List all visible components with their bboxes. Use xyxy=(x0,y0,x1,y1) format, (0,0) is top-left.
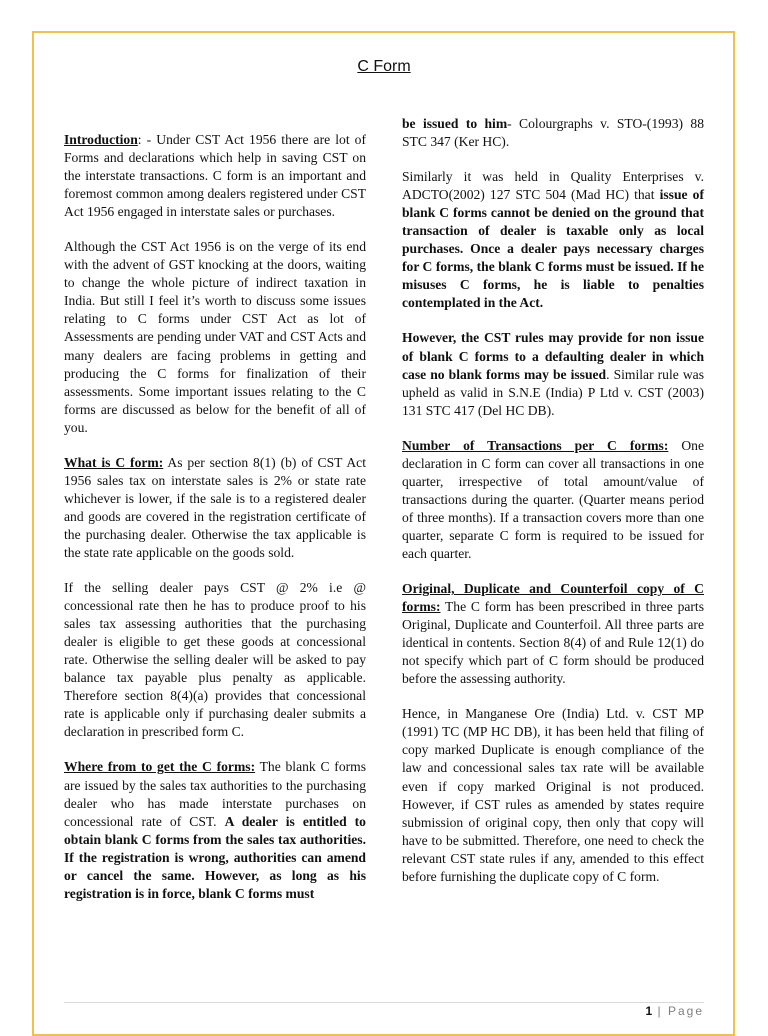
selling-dealer-paragraph: If the selling dealer pays CST @ 2% i.e @ concessional rate then he has to produce proof to his sales tax assessing authorities that the purchasing dealer is eligible to get these goods at concessional rate. Otherwise the selling dealer will be asked to pay balance tax payable plus penalty as applicable. Therefore section 8(4)(a) provides that concessional rate is applicable only if purchasing dealer submits a declaration in prescribed form C. xyxy=(64,580,366,740)
where-bold-text: A dealer is entitled to obtain blank C forms from the sales tax authorities. If the registration is wrong, authorities can amend or cancel the same. However, as long as his registration is in force, blank C forms must xyxy=(64,813,366,901)
where-heading: Where from to get the C forms: xyxy=(64,759,256,775)
however-paragraph xyxy=(402,329,704,419)
similarly-bold: issue of blank C forms cannot be denied on the ground that transaction of dealer is taxable only as local purchases. Once a dealer pays necessary charges for C forms, the blank C forms must be issued. If he misuses C forms, he is liable to penalties contemplated in the Act. xyxy=(402,187,704,311)
transactions-text: One declaration in C form can cover all transactions in one quarter, irrespective of total amount/value of transactions during the quarter. (Quarter means period of three months). If a transaction covers more than one quarter, separate C form is required to be issued for each quarter. xyxy=(402,437,705,561)
continuation-text: - Colourgraphs v. STO-(1993) 88 STC 347 (Ker HC). xyxy=(402,116,704,150)
footer-separator: | xyxy=(652,1004,668,1018)
page-label: Page xyxy=(667,1004,704,1018)
intro-paragraph xyxy=(64,131,366,221)
what-text: As per section 8(1) (b) of CST Act 1956 sales tax on interstate sales is 2% or state rate whichever is lower, if the sale is to a registered dealer and goods are covered in the registration certificate of the purchasing dealer. Otherwise the tax applicable is the state rate applicable on the goods sold. xyxy=(64,454,366,560)
copies-paragraph xyxy=(402,580,704,688)
where-paragraph xyxy=(64,758,366,902)
transactions-heading: Number of Transactions per C forms: xyxy=(402,437,669,453)
page-number: 1 xyxy=(645,1004,653,1018)
what-paragraph xyxy=(64,454,366,562)
right-column xyxy=(402,115,704,903)
page-footer xyxy=(645,1004,704,1018)
copies-text: The C form has been prescribed in three parts Original, Duplicate and Counterfoil. All three parts are identical in contents. Section 8(4) of and Rule 12(1) do not specify which part of C form should be produced before the assessing authority. xyxy=(402,599,704,687)
copies-heading: Original, Duplicate and Counterfoil copy of C forms: xyxy=(402,581,704,615)
however-bold: However, the CST rules may provide for non issue of blank C forms to a defaulting dealer in which case no blank forms may be issued xyxy=(402,330,704,382)
gst-paragraph: Although the CST Act 1956 is on the verge of its end with the advent of GST knocking at the doors, waiting to change the whole picture of indirect taxation in India. But still I feel it’s worth to discuss some issues relating to C forms under CST Act as lot of Assessments are pending under VAT and CST Acts and many dealers are facing problems in getting and producing the C forms for finalization of their assessments. Some important issues relating to the C forms are discussed as below for the benefit of all of you. xyxy=(64,239,366,435)
similarly-paragraph xyxy=(402,168,704,312)
intro-text: : - Under CST Act 1956 there are lot of Forms and declarations which help in saving CST on the interstate transactions. C form is an important and foremost common among dealers registered under CST Act 1956 engaged in interstate sales or purchases. xyxy=(64,132,366,220)
what-heading: What is C form: xyxy=(64,454,164,470)
footer-divider xyxy=(64,1002,704,1003)
page-title: C Form xyxy=(357,58,411,75)
intro-heading: Introduction xyxy=(64,132,138,147)
continuation-bold: be issued to him xyxy=(402,116,508,131)
however-text: . Similar rule was upheld as valid in S.N.E (India) P Ltd v. CST (2003) 131 STC 417 (Del HC DB). xyxy=(402,366,704,418)
similarly-text: Similarly it was held in Quality Enterprises v. ADCTO(2002) 127 STC 504 (Mad HC) that xyxy=(402,169,704,203)
transactions-paragraph xyxy=(402,437,704,563)
where-text: The blank C forms are issued by the sales tax authorities to the purchasing dealer who has made interstate purchases on concessional rate of CST. xyxy=(64,759,367,829)
continuation-paragraph xyxy=(402,115,704,151)
hence-paragraph: Hence, in Manganese Ore (India) Ltd. v. CST MP (1991) TC (MP HC DB), it has been held that filing of copy marked Duplicate is enough compliance of the law and concessional sales tax rate will be available even if copy marked Original is not produced. However, if CST rules as amended by states require submission of original copy, then only that copy will have to be submitted. Therefore, one need to check the relevant CST state rules if any, amended to this effect before furnishing the duplicate copy of C form. xyxy=(402,706,704,884)
left-column xyxy=(64,131,366,920)
